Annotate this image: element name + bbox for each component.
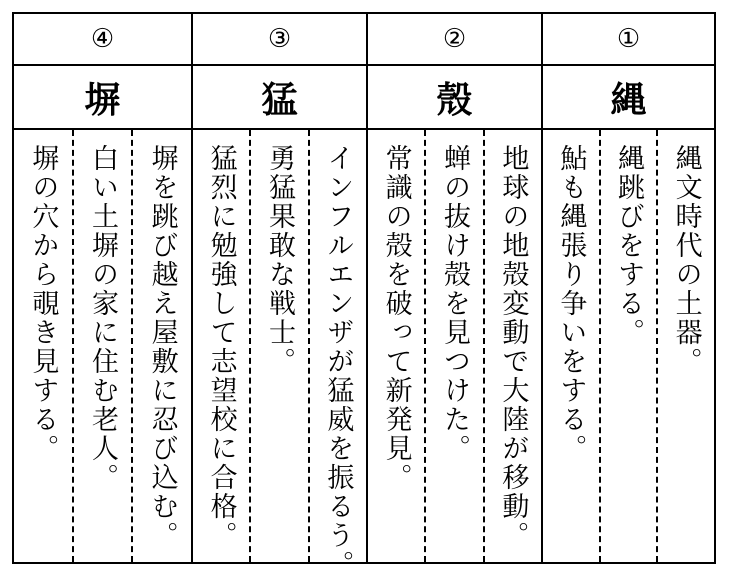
sentence-line xyxy=(310,130,366,579)
example-sentence: 地球の地殻変動で大陸が移動。 xyxy=(497,144,529,550)
example-sentence: 縄文時代の土器。 xyxy=(670,144,702,376)
example-sentence: インフルエンザが猛威を振るう。 xyxy=(322,144,354,579)
example-sentence: 縄跳びをする。 xyxy=(612,144,644,347)
example-sentences xyxy=(193,130,366,579)
example-sentence: 猛烈に勉強して志望校に合格。 xyxy=(205,144,237,550)
sentence-line xyxy=(14,130,74,562)
column-number: ② xyxy=(442,24,467,54)
worksheet-table xyxy=(12,12,716,579)
kanji-heading: 塀 xyxy=(14,64,191,130)
column-number: ④ xyxy=(90,24,115,54)
sentence-line xyxy=(368,130,426,562)
sentence-line xyxy=(485,130,541,562)
sentence-line xyxy=(251,130,309,562)
example-sentences xyxy=(368,130,541,562)
sentence-line xyxy=(658,130,714,562)
example-sentence: 常識の殻を破って新発見。 xyxy=(380,144,412,492)
kanji-column-1 xyxy=(541,14,714,562)
kanji-column-3 xyxy=(191,14,366,579)
sentence-line xyxy=(543,130,601,562)
example-sentences xyxy=(14,130,191,562)
example-sentences xyxy=(543,130,714,562)
sentence-line xyxy=(133,130,191,562)
kanji-heading: 猛 xyxy=(193,64,366,130)
kanji-column-2 xyxy=(366,14,541,562)
column-number: ③ xyxy=(267,24,292,54)
kanji-column-4 xyxy=(14,14,191,562)
sentence-line xyxy=(426,130,484,562)
example-sentence: 鮎も縄張り争いをする。 xyxy=(555,144,587,463)
kanji-heading: 殼 xyxy=(368,64,541,130)
column-number: ① xyxy=(616,24,641,54)
example-sentence: 白い土塀の家に住む老人。 xyxy=(87,144,118,492)
sentence-line xyxy=(74,130,134,562)
example-sentence: 勇猛果敢な戦士。 xyxy=(263,144,295,376)
example-sentence: 蝉の抜け殻を見つけた。 xyxy=(438,144,470,463)
example-sentence: 塀を跳び越え屋敷に忍び込む。 xyxy=(146,144,178,550)
example-sentence: 塀の穴から覗き見する。 xyxy=(27,144,59,463)
sentence-line xyxy=(601,130,659,562)
sentence-line xyxy=(193,130,251,562)
kanji-heading: 縄 xyxy=(543,64,714,130)
